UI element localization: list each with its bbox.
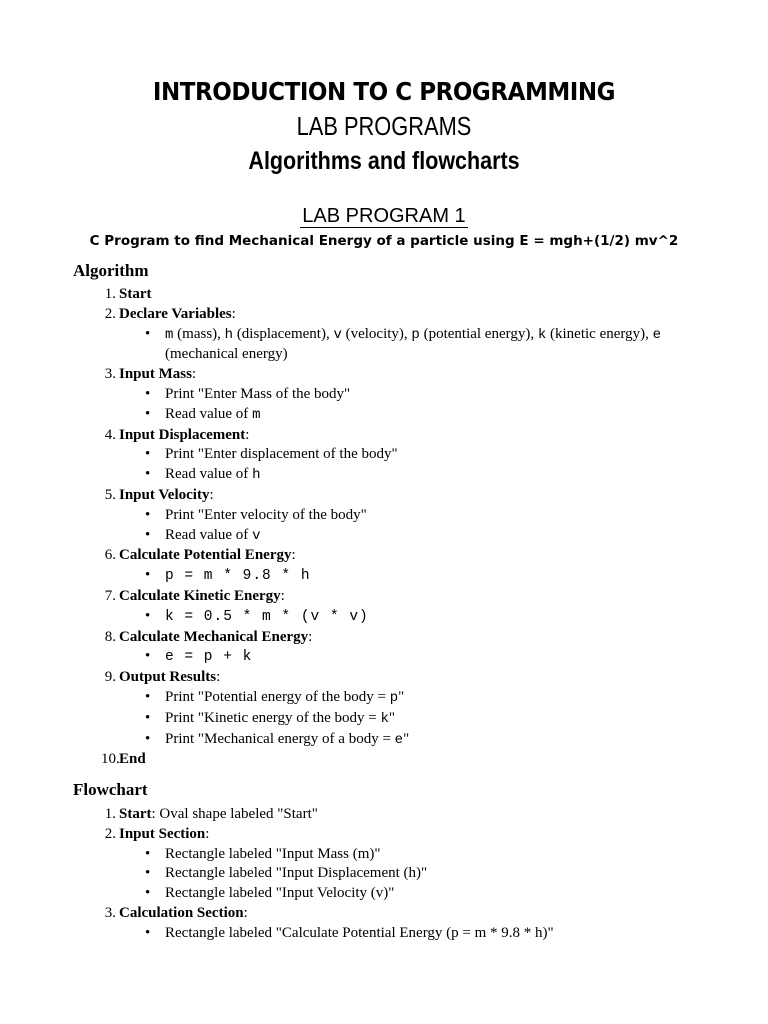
document-title: INTRODUCTION TO C PROGRAMMING bbox=[152, 77, 616, 106]
step-suffix: : bbox=[205, 825, 210, 842]
print-text: " bbox=[403, 730, 410, 747]
var-name: p bbox=[389, 689, 399, 706]
formula: e = p + k bbox=[165, 649, 253, 666]
program-title-text: LAB PROGRAM 1 bbox=[302, 205, 466, 227]
algorithm-step bbox=[0, 305, 768, 365]
flowchart-list bbox=[0, 805, 768, 944]
read-text: Read value of bbox=[165, 526, 253, 543]
var-name: v bbox=[333, 326, 342, 343]
list-item bbox=[119, 325, 705, 366]
algorithm-heading: Algorithm bbox=[73, 261, 149, 280]
list-item bbox=[119, 647, 705, 668]
var-name: m bbox=[165, 326, 174, 343]
var-desc: (mass), bbox=[173, 325, 225, 342]
step-number: 1. bbox=[104, 806, 116, 822]
sub-list bbox=[119, 607, 768, 628]
flowchart-step bbox=[0, 805, 768, 825]
list-item bbox=[119, 709, 705, 730]
sub-list bbox=[119, 845, 768, 904]
step-number: 7. bbox=[104, 587, 116, 604]
step-number: 10. bbox=[101, 751, 120, 768]
list-item: • Print "Enter velocity of the body" bbox=[119, 506, 705, 526]
step-title: Input Displacement bbox=[119, 426, 246, 443]
list-item: • Rectangle labeled "Input Displacement (h)" bbox=[119, 864, 705, 884]
algorithm-step bbox=[0, 750, 768, 770]
print-text: Print "Potential energy of the body = bbox=[165, 688, 390, 705]
step-title: Start bbox=[119, 286, 152, 302]
step-title: Input Mass bbox=[119, 366, 192, 383]
algorithm-step bbox=[0, 587, 768, 628]
var-name: k bbox=[380, 710, 389, 727]
step-suffix: : bbox=[308, 628, 313, 645]
list-item: • Print "Enter Mass of the body" bbox=[119, 385, 705, 405]
step-title: Output Results bbox=[119, 669, 217, 686]
step-text: : Oval shape labeled "Start" bbox=[151, 806, 318, 822]
algorithm-list bbox=[0, 285, 768, 770]
step-suffix: : bbox=[280, 587, 285, 604]
read-text: Read value of bbox=[165, 405, 253, 422]
document-subtitle: LAB PROGRAMS bbox=[296, 111, 472, 141]
algorithm-step bbox=[0, 426, 768, 486]
step-number: 1. bbox=[104, 286, 116, 302]
step-suffix: : bbox=[209, 486, 214, 503]
sub-list bbox=[119, 647, 768, 668]
print-text: " bbox=[398, 688, 405, 705]
algorithm-step bbox=[0, 668, 768, 750]
step-title: Calculate Mechanical Energy bbox=[119, 628, 309, 645]
step-number: 9. bbox=[104, 669, 116, 686]
sub-list bbox=[119, 566, 768, 587]
list-item bbox=[119, 688, 705, 709]
list-item: • Rectangle labeled "Input Mass (m)" bbox=[119, 845, 705, 865]
var-name: h bbox=[252, 467, 261, 484]
step-number: 3. bbox=[104, 366, 116, 383]
document-subtitle-2: Algorithms and flowcharts bbox=[248, 147, 520, 175]
print-text: " bbox=[388, 709, 396, 726]
list-item bbox=[119, 526, 705, 547]
sub-list bbox=[119, 445, 768, 486]
step-number: 3. bbox=[104, 904, 116, 921]
step-suffix: : bbox=[245, 426, 250, 443]
program-title bbox=[0, 202, 768, 230]
var-name: e bbox=[394, 731, 404, 748]
read-text: Read value of bbox=[165, 466, 253, 483]
list-item bbox=[119, 607, 705, 628]
algorithm-step bbox=[0, 628, 768, 669]
list-item: • Rectangle labeled "Calculate Potential Energy (p = m * 9.8 * h)" bbox=[119, 924, 705, 944]
list-item: • Print "Enter displacement of the body" bbox=[119, 445, 705, 465]
var-desc: (displacement), bbox=[233, 325, 334, 342]
sub-list bbox=[119, 506, 768, 547]
algorithm-step bbox=[0, 285, 768, 305]
step-title: Calculate Potential Energy bbox=[119, 547, 292, 564]
step-number: 6. bbox=[104, 547, 116, 564]
step-number: 4. bbox=[104, 426, 116, 443]
print-text: Print "Mechanical energy of a body = bbox=[165, 730, 395, 747]
var-name: v bbox=[252, 527, 261, 544]
list-item bbox=[119, 730, 705, 751]
list-item: • Rectangle labeled "Input Velocity (v)" bbox=[119, 884, 705, 904]
step-title: Calculate Kinetic Energy bbox=[119, 587, 281, 604]
flowchart-step bbox=[0, 904, 768, 944]
step-suffix: : bbox=[291, 547, 296, 564]
step-number: 2. bbox=[104, 825, 116, 842]
formula: p = m * 9.8 * h bbox=[165, 568, 311, 585]
step-suffix: : bbox=[191, 366, 197, 383]
list-item bbox=[119, 566, 705, 587]
step-title: End bbox=[119, 751, 146, 768]
list-item bbox=[119, 465, 705, 486]
var-name: m bbox=[252, 406, 261, 423]
flowchart-heading: Flowchart bbox=[73, 780, 148, 799]
step-number: 8. bbox=[104, 628, 116, 645]
algorithm-step bbox=[0, 486, 768, 546]
step-suffix: : bbox=[231, 305, 236, 322]
var-name: p bbox=[411, 326, 420, 343]
var-name: h bbox=[224, 326, 234, 343]
var-name: e bbox=[652, 326, 662, 343]
algorithm-step bbox=[0, 546, 768, 587]
sub-list bbox=[119, 385, 768, 426]
step-title: Input Section bbox=[119, 825, 206, 842]
formula: k = 0.5 * m * (v * v) bbox=[165, 608, 369, 625]
print-text: Print "Kinetic energy of the body = bbox=[165, 709, 381, 726]
flowchart-step bbox=[0, 825, 768, 904]
step-title: Calculation Section bbox=[119, 904, 244, 921]
step-title: Input Velocity bbox=[119, 486, 210, 503]
step-number: 2. bbox=[104, 305, 116, 322]
sub-list bbox=[119, 924, 768, 944]
var-desc: (kinetic energy), bbox=[546, 325, 653, 342]
var-name: k bbox=[537, 326, 547, 343]
step-suffix: : bbox=[216, 669, 221, 686]
program-description: C Program to find Mechanical Energy of a particle using E = mgh+(1/2) mv^2 bbox=[89, 233, 679, 249]
list-item bbox=[119, 405, 705, 426]
sub-list bbox=[119, 688, 768, 750]
var-desc: (mechanical energy) bbox=[165, 346, 288, 363]
sub-list bbox=[119, 325, 768, 366]
step-title: Declare Variables bbox=[119, 305, 232, 322]
step-suffix: : bbox=[243, 904, 248, 921]
step-number: 5. bbox=[104, 486, 116, 503]
var-desc: (velocity), bbox=[341, 325, 412, 342]
step-title: Start bbox=[119, 806, 152, 822]
algorithm-step bbox=[0, 365, 768, 425]
var-desc: (potential energy), bbox=[419, 325, 538, 342]
